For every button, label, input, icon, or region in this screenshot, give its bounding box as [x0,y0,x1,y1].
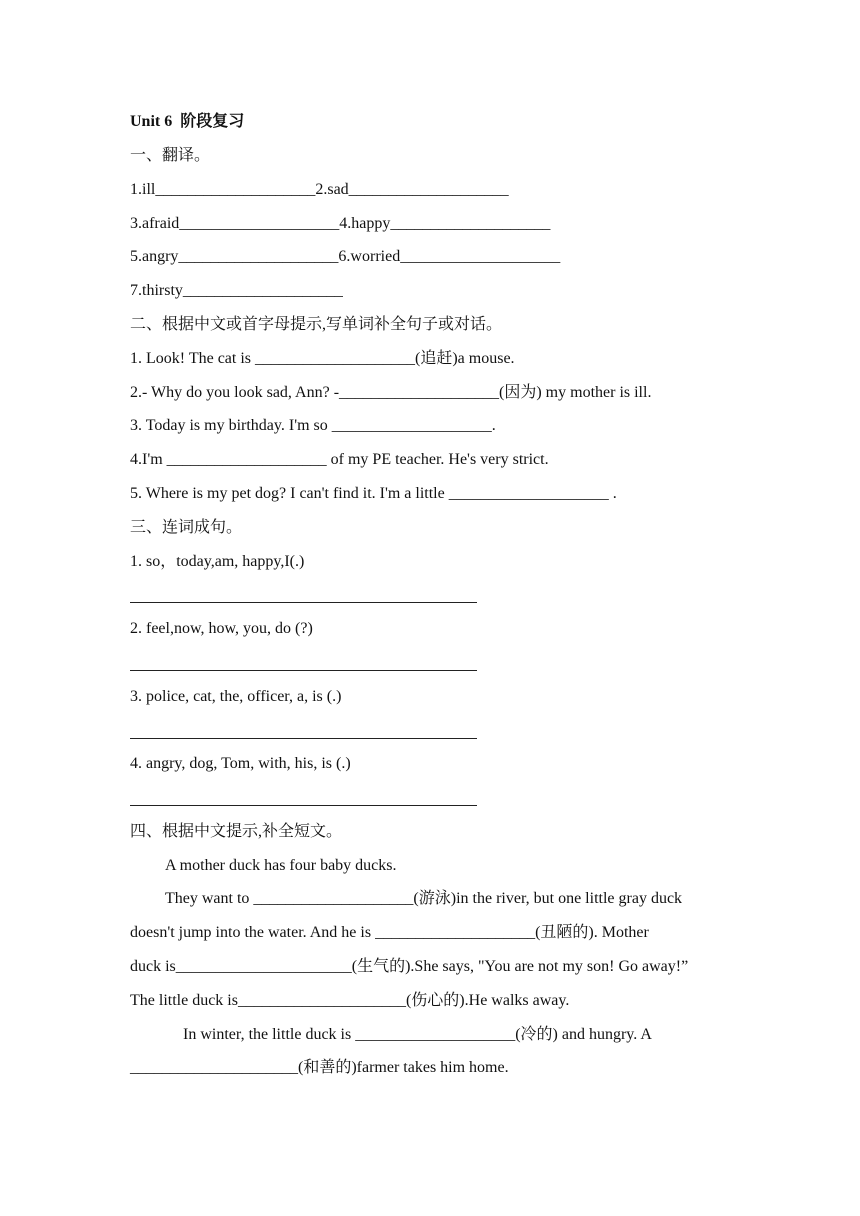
answer-line-2 [130,670,477,671]
passage-line-3: doesn't jump into the water. And he is ____________________(丑陋的). Mother [130,924,649,941]
word-order-item-3: 3. police, cat, the, officer, a, is (.) [130,688,342,705]
answer-line-4 [130,805,477,806]
passage-line-4: duck is______________________(生气的).She says, "You are not my son! Go away!” [130,958,689,975]
fill-item-2: 2.- Why do you look sad, Ann? -____________________(因为) my mother is ill. [130,384,652,401]
passage-line-7: _____________________(和善的)farmer takes him home. [130,1059,509,1076]
word-order-item-1: 1. so，today,am, happy,I(.) [130,553,305,570]
passage-line-2: They want to ____________________(游泳)in the river, but one little gray duck [165,890,683,907]
answer-line-3 [130,738,477,739]
translation-row-3: 5.angry____________________6.worried____________________ [130,248,561,265]
passage-line-5: The little duck is_____________________(伤心的).He walks away. [130,992,570,1009]
word-order-item-4: 4. angry, dog, Tom, with, his, is (.) [130,755,351,772]
fill-item-5: 5. Where is my pet dog? I can't find it. I'm a little ____________________ . [130,485,617,502]
answer-line-1 [130,602,477,603]
section-1-heading: 一、翻译。 [130,147,211,164]
section-4-heading: 四、根据中文提示,补全短文。 [130,823,343,840]
fill-item-1: 1. Look! The cat is ____________________(追赶)a mouse. [130,350,515,367]
fill-item-4: 4.I'm ____________________ of my PE teacher. He's very strict. [130,451,549,468]
section-2-heading: 二、根据中文或首字母提示,写单词补全句子或对话。 [130,316,503,333]
translation-row-4: 7.thirsty____________________ [130,282,343,299]
passage-line-1: A mother duck has four baby ducks. [165,857,397,874]
word-order-item-2: 2. feel,now, how, you, do (?) [130,620,313,637]
fill-item-3: 3. Today is my birthday. I'm so ____________________. [130,417,496,434]
translation-row-1: 1.ill____________________2.sad____________________ [130,181,509,198]
page-title: Unit 6 阶段复习 [130,113,245,130]
section-3-heading: 三、连词成句。 [130,519,243,536]
passage-line-6: In winter, the little duck is ____________________(冷的) and hungry. A [183,1026,652,1043]
translation-row-2: 3.afraid____________________4.happy____________________ [130,215,551,232]
